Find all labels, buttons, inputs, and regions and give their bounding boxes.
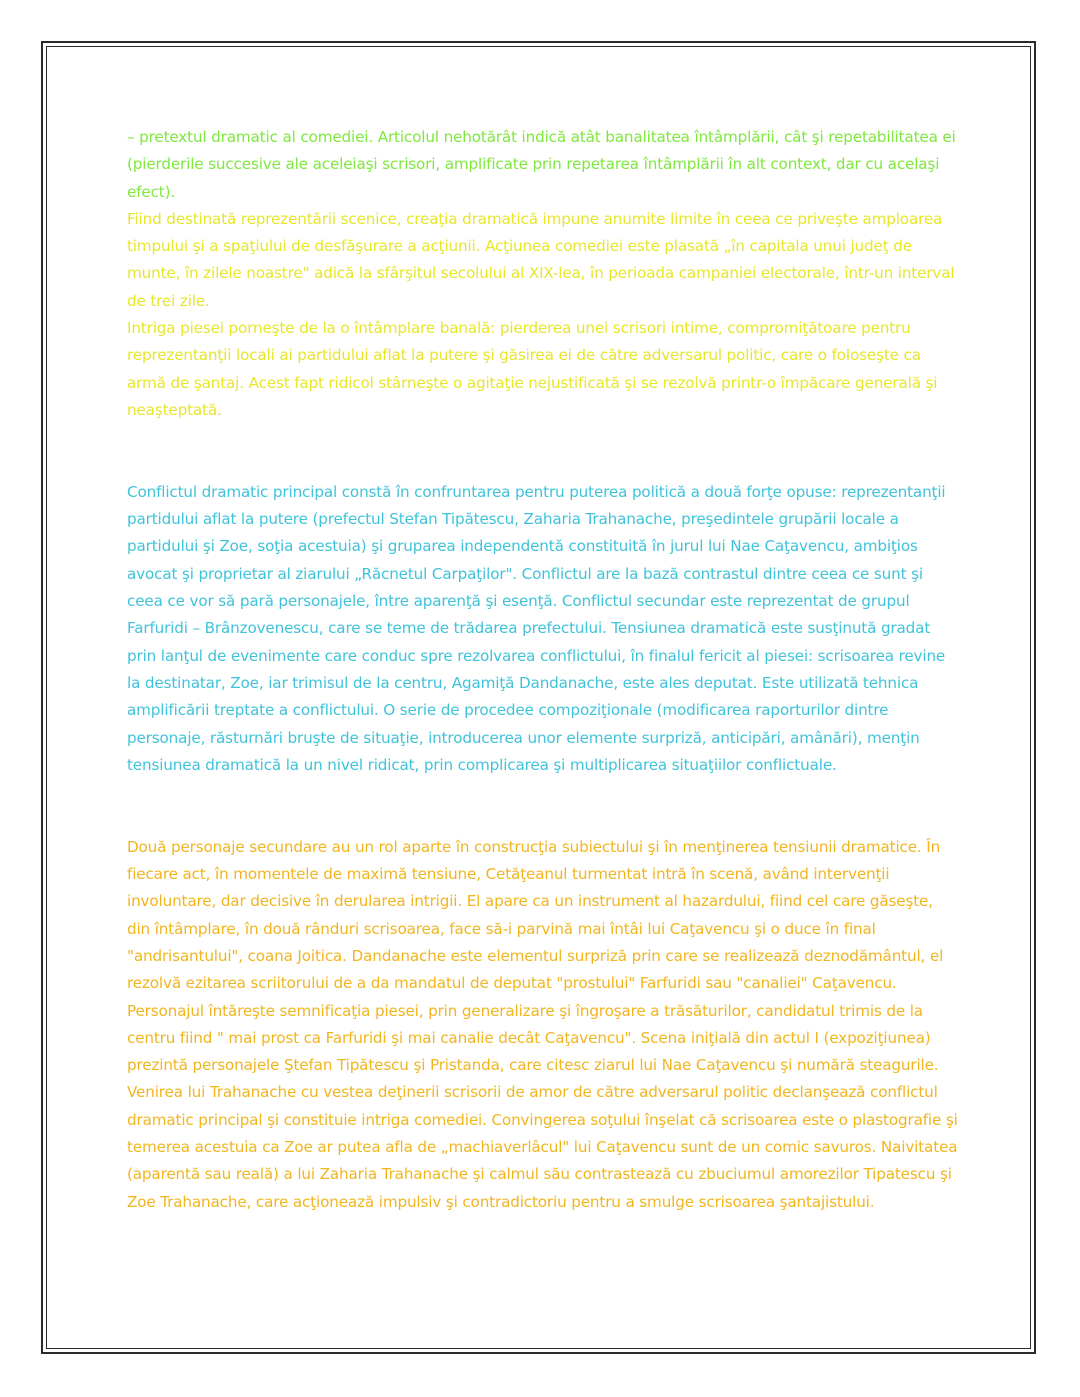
document-body [127, 124, 959, 1216]
paragraph-conflict: Conflictul dramatic principal constă în confruntarea pentru puterea politică a două forţe opuse: reprezentanţii partidului aflat la putere (prefectul Stefan Tipătescu, Zaharia Trahanache, preşedintele grupării locale a partidului şi Zoe, soţia acestuia) şi gruparea independentă constituită în jurul lui Nae Caţavencu, ambiţios avocat şi proprietar al ziarului „Răcnetul Carpaţilor". Conflictul are la bază contrastul dintre ceea ce sunt şi ceea ce vor să pară personajele, între aparenţă şi esenţă. Conflictul secundar este reprezentat de grupul Farfuridi – Brânzovenescu, care se teme de trădarea prefectului. Tensiunea dramatică este susţinută gradat prin lanţul de evenimente care conduc spre rezolvarea conflictului, în finalul fericit al piesei: scrisoarea revine la destinatar, Zoe, iar trimisul de la centru, Agamiţă Dandanache, este ales deputat. Este utilizată tehnica amplificării treptate a conflictului. O serie de procedee compoziţionale (modificarea raporturilor dintre personaje, răsturnări bruşte de situaţie, introducerea unor elemente surpriză, anticipări, amânări), menţin tensiunea dramatică la un nivel ridicat, prin complicarea şi multiplicarea situaţiilor conflictuale. [127, 482, 946, 774]
paragraph-spacer [127, 779, 959, 834]
paragraph-intrigue: Intriga piesei porneşte de la o întâmplare banală: pierderea unei scrisori intime, compromiţătoare pentru reprezentanţii locali ai partidului aflat la putere şi găsirea ei de către adversarul politic, care o foloseşte ca armă de şantaj. Acest fapt ridicol stârneşte o agitaţie nejustificată şi se rezolvă printr-o împăcare generală şi neaşteptată. [127, 319, 938, 419]
paragraph-pretext: – pretextul dramatic al comediei. Articolul nehotărât indică atât banalitatea întâmplării, cât şi repetabilitatea ei (pierderile succesive ale aceleiaşi scrisori, amplificate prin repetarea întâmplării în alt context, dar cu acelaşi efect). [127, 128, 956, 201]
paragraph-spacer [127, 424, 959, 479]
paragraph-time-space: Fiind destinată reprezentării scenice, creaţia dramatică impune anumite limite în ceea ce priveşte amploarea timpului şi a spaţiului de desfăşurare a acţiunii. Acţiunea comediei este plasată „în capitala unui judeţ de munte, în zilele noastre" adică la sfârşitul secolului al XIX-lea, în perioada campaniei electorale, într-un interval de trei zile. [127, 209, 955, 310]
paragraph-secondary-characters: Două personaje secundare au un rol aparte în construcţia subiectului şi în menţinerea tensiunii dramatice. În fiecare act, în momentele de maximă tensiune, Cetăţeanul turmentat intră în scenă, având intervenţii involuntare, dar decisive în derularea intrigii. El apare ca un instrument al hazardului, fiind cel care găseşte, din întâmplare, în două rânduri scrisoarea, face să-i parvină mai întâi lui Caţavencu şi o duce în final "andrisantului", coana Joitica. Dandanache este elementul surpriză prin care se realizează deznodământul, el rezolvă ezitarea scriitorului de a da mandatul de deputat "prostului" Farfuridi sau "canaliei" Caţavencu. Personajul întăreşte semnificaţia piesei, prin generalizare şi îngroşare a trăsăturilor, candidatul trimis de la centru fiind " mai prost ca Farfuridi şi mai canalie decât Caţavencu". Scena iniţială din actul I (expoziţiunea) prezintă personajele Ştefan Tipătescu şi Pristanda, care citesc ziarul lui Nae Caţavencu şi numără steagurile. Venirea lui Trahanache cu vestea deţinerii scrisorii de amor de către adversarul politic declanşează conflictul dramatic principal şi constituie intriga comediei. Convingerea soţului înşelat că scrisoarea este o plastografie şi temerea acestuia ca Zoe ar putea afla de „machiaverlâcul" lui Caţavencu sunt de un comic savuros. Naivitatea (aparentă sau reală) a lui Zaharia Trahanache şi calmul său contrastează cu zbuciumul amorezilor Tipatescu şi Zoe Trahanache, care acţionează impulsiv şi contradictoriu pentru a smulge scrisoarea şantajistului. [127, 837, 958, 1211]
